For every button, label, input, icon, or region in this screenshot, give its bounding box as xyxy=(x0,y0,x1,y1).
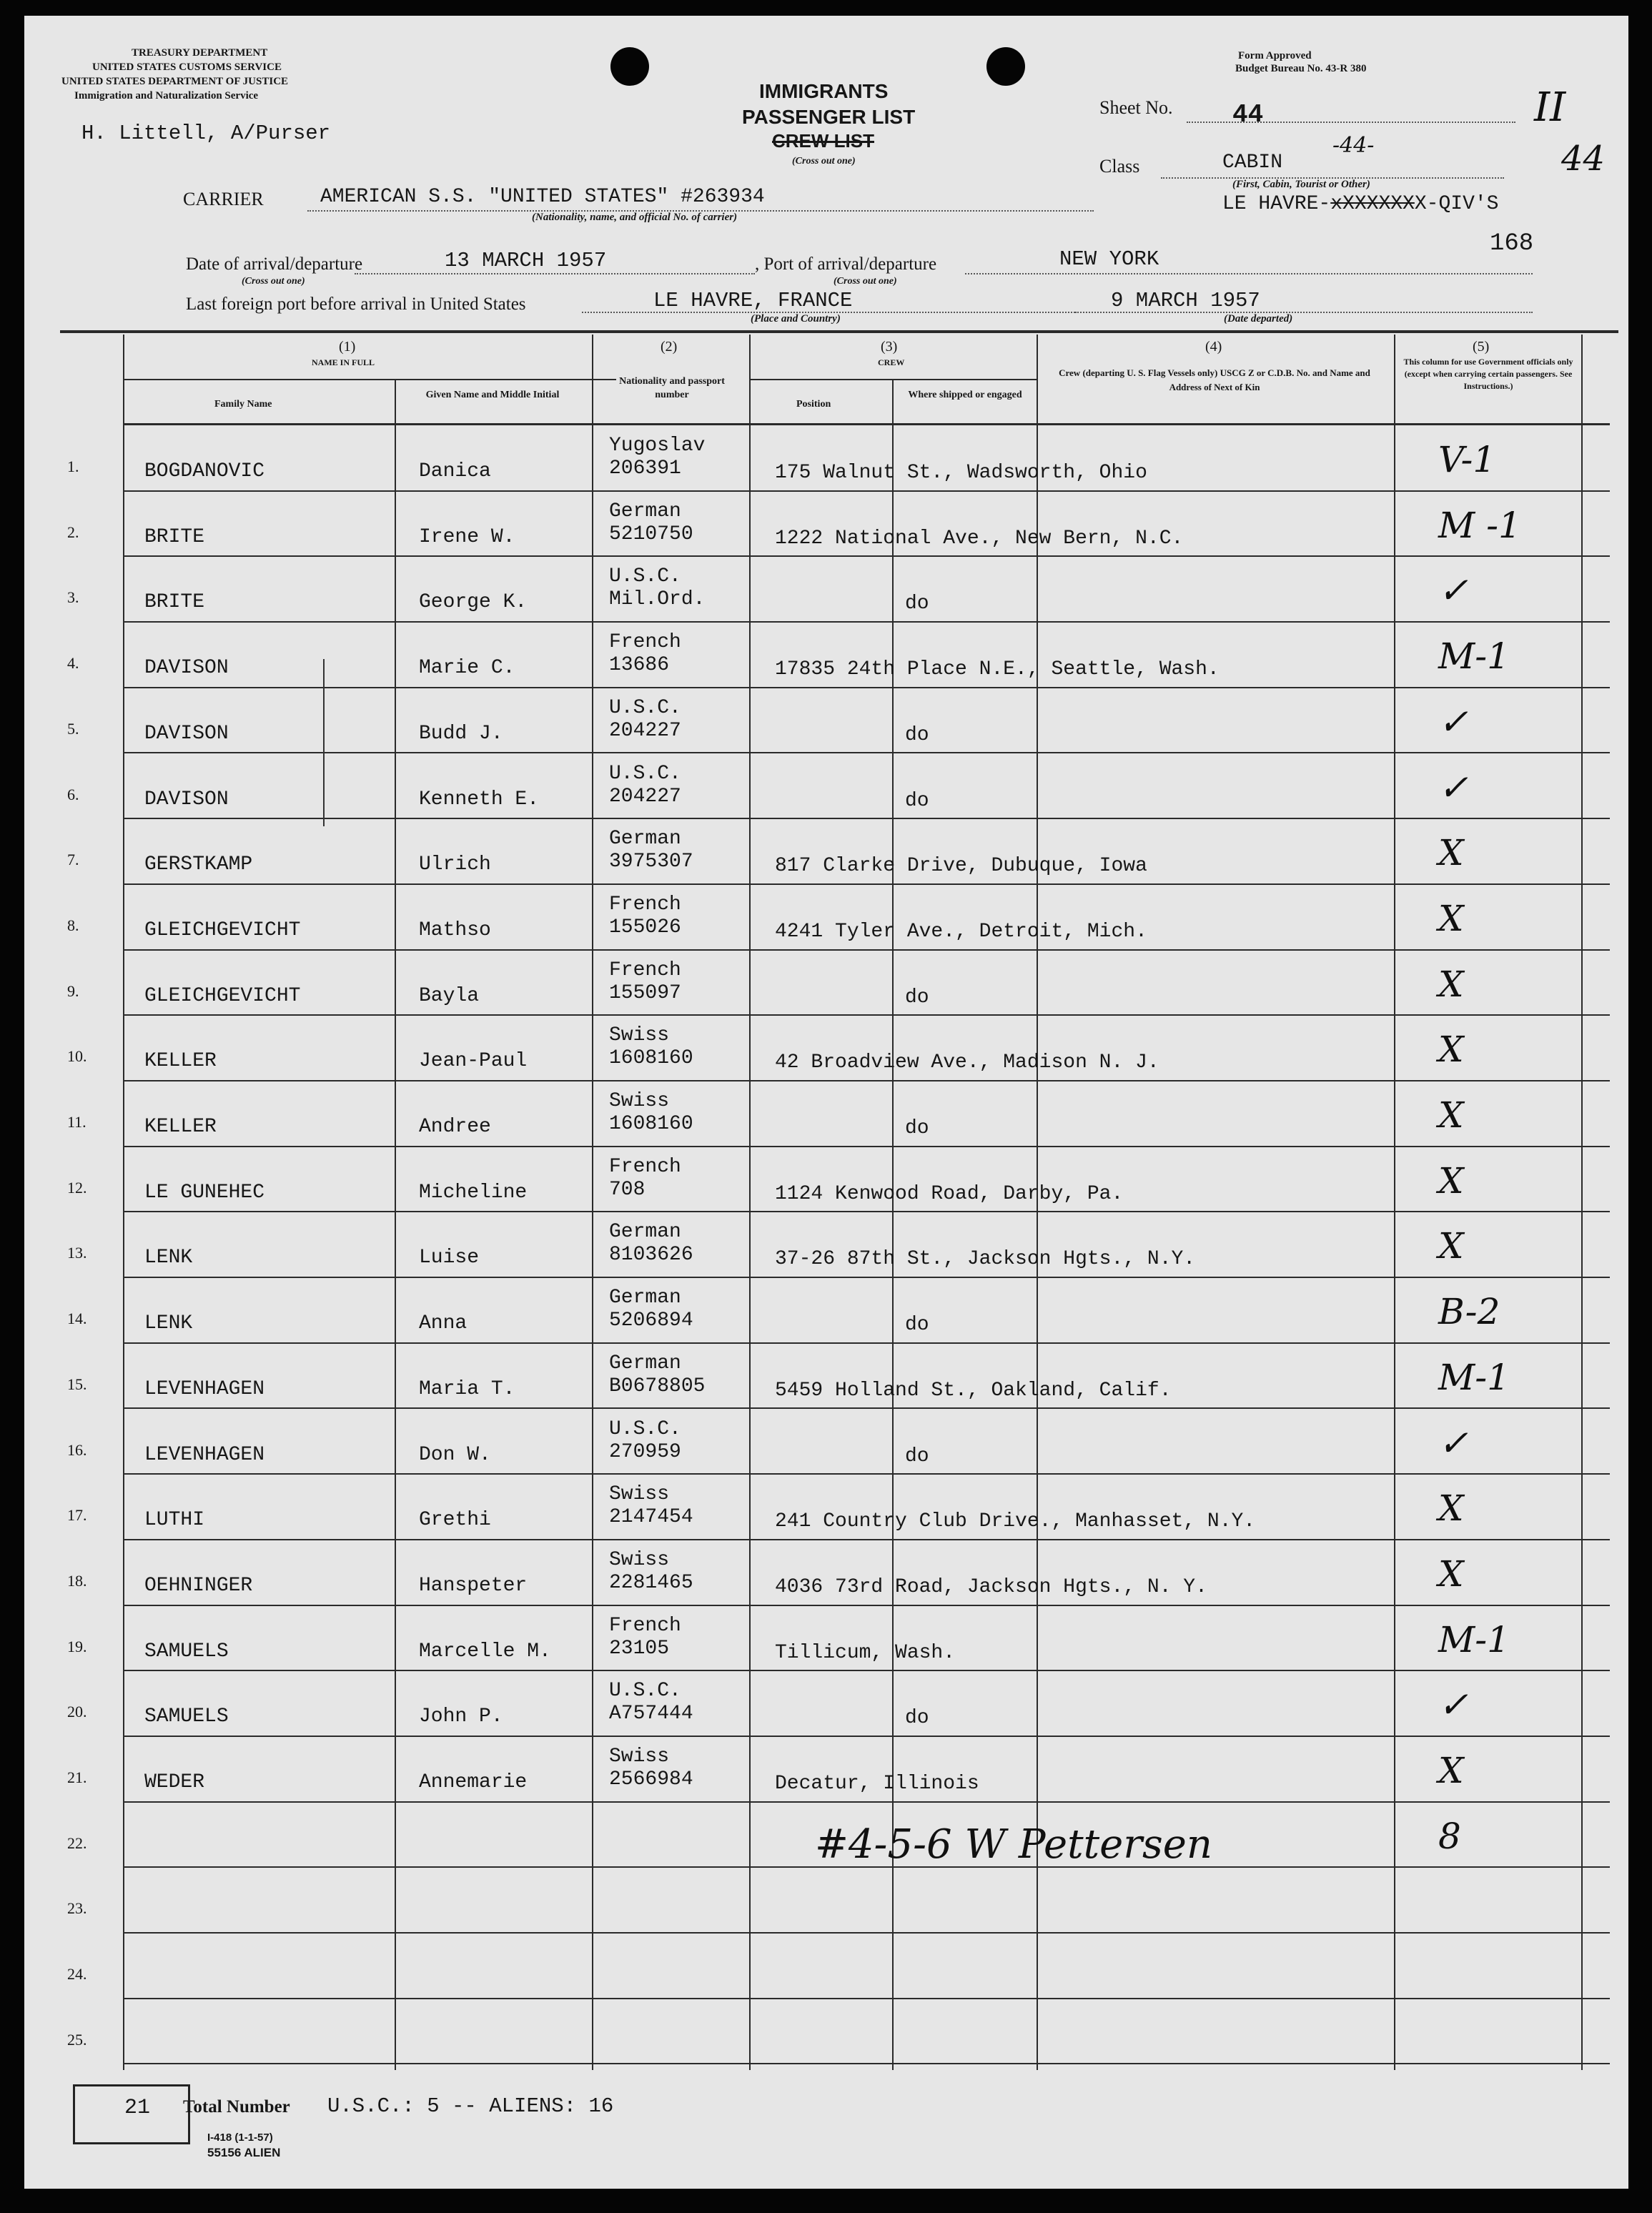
passport-number: 23105 xyxy=(609,1637,670,1660)
official-mark: X xyxy=(1438,1029,1464,1071)
nationality: French xyxy=(609,959,681,981)
next-of-kin-address: do xyxy=(905,723,929,746)
passport-number: 5210750 xyxy=(609,523,693,545)
last-port-label: Last foreign port before arrival in United States xyxy=(186,294,526,314)
nationality: German xyxy=(609,1221,681,1244)
given-name: Jean-Paul xyxy=(419,1050,528,1073)
next-of-kin-address: 1124 Kenwood Road, Darby, Pa. xyxy=(775,1182,1124,1205)
table-row xyxy=(24,688,1628,754)
total-value: U.S.C.: 5 -- ALIENS: 16 xyxy=(327,2094,614,2118)
family-name: LEVENHAGEN xyxy=(144,1377,265,1400)
family-name: DAVISON xyxy=(144,657,229,680)
official-mark: X xyxy=(1438,1225,1464,1267)
next-of-kin-address: do xyxy=(905,1707,929,1730)
table-row xyxy=(24,1278,1628,1344)
given-name: Luise xyxy=(419,1247,480,1269)
family-name: OEHNINGER xyxy=(144,1574,253,1597)
row-number: 20. xyxy=(67,1703,87,1721)
date-arrival-underline xyxy=(355,273,755,274)
next-of-kin-address: 241 Country Club Drive., Manhasset, N.Y. xyxy=(775,1510,1256,1533)
passport-number: 5206894 xyxy=(609,1310,693,1332)
official-mark: ✓ xyxy=(1438,766,1468,808)
col-header-position: Position xyxy=(796,399,831,410)
form-title: PASSENGER LIST xyxy=(742,106,916,128)
official-mark: ✓ xyxy=(1438,700,1468,743)
row-number: 1. xyxy=(67,457,79,475)
next-of-kin-address: do xyxy=(905,1117,929,1139)
date-arrival-value: 13 MARCH 1957 xyxy=(445,249,607,272)
nationality: Swiss xyxy=(609,1090,670,1112)
row-number: 18. xyxy=(67,1571,87,1590)
family-name: LUTHI xyxy=(144,1509,205,1532)
agency-line: TREASURY DEPARTMENT xyxy=(132,47,268,59)
family-name: LE GUNEHEC xyxy=(144,1181,265,1204)
date-departed-value: 9 MARCH 1957 xyxy=(1111,289,1260,312)
passport-number: 3975307 xyxy=(609,851,693,873)
col-header-official-use: This column for use Government officials only (except when carrying certain passengers. See Instructions.) xyxy=(1403,357,1573,391)
passport-number: 2281465 xyxy=(609,1571,693,1594)
passport-number: 270959 xyxy=(609,1440,681,1463)
official-mark: X xyxy=(1438,832,1464,874)
nationality: Yugoslav xyxy=(609,435,706,457)
punch-hole-right xyxy=(986,47,1025,86)
form-title: IMMIGRANTS xyxy=(759,80,889,102)
table-row xyxy=(24,1934,1628,1999)
total-label: Total Number xyxy=(183,2097,290,2117)
col-header-1: (1) xyxy=(339,339,356,355)
given-name: John P. xyxy=(419,1705,503,1728)
next-of-kin-address: do xyxy=(905,593,929,615)
row-number: 3. xyxy=(67,588,79,607)
table-row xyxy=(24,885,1628,951)
corner-mark-number: 44 xyxy=(1561,139,1606,179)
given-name: Marie C. xyxy=(419,657,515,680)
official-mark: ✓ xyxy=(1438,1422,1468,1464)
row-number: 8. xyxy=(67,916,79,934)
table-row xyxy=(24,1540,1628,1606)
row-number: 6. xyxy=(67,785,79,803)
nationality: U.S.C. xyxy=(609,1680,681,1703)
col-header-nationality: Nationality and passport number xyxy=(619,376,725,400)
given-name: Don W. xyxy=(419,1443,491,1466)
table-row xyxy=(24,819,1628,885)
passport-number: 1608160 xyxy=(609,1113,693,1135)
row-number: 5. xyxy=(67,719,79,738)
table-row xyxy=(24,623,1628,688)
nationality: U.S.C. xyxy=(609,1417,681,1440)
cross-out-note: (Cross out one) xyxy=(792,156,856,167)
next-of-kin-address: 37-26 87th St., Jackson Hgts., N.Y. xyxy=(775,1248,1196,1271)
route-prefix: LE HAVRE- xyxy=(1222,193,1331,215)
total-count: 21 xyxy=(124,2096,151,2120)
row-number: 15. xyxy=(67,1375,87,1393)
next-of-kin-address: 42 Broadview Ave., Madison N. J. xyxy=(775,1051,1159,1074)
family-name: WEDER xyxy=(144,1771,205,1793)
official-mark: X xyxy=(1438,897,1464,939)
next-of-kin-address: 1222 National Ave., New Bern, N.C. xyxy=(775,527,1184,550)
form-code-2: 55156 ALIEN xyxy=(207,2146,281,2159)
next-of-kin-address: Tillicum, Wash. xyxy=(775,1641,956,1664)
family-name: KELLER xyxy=(144,1050,217,1073)
last-port-note: (Place and Country) xyxy=(751,313,841,325)
date-departed-underline xyxy=(1075,312,1533,313)
col-header-crew-kin: Crew (departing U. S. Flag Vessels only) USCG Z or C.D.B. No. and Name and Address of Next of Kin xyxy=(1059,367,1370,392)
table-row xyxy=(24,1737,1628,1803)
carrier-value: AMERICAN S.S. "UNITED STATES" #263934 xyxy=(320,186,765,208)
family-name: LEVENHAGEN xyxy=(144,1443,265,1466)
nationality: Swiss xyxy=(609,1483,670,1506)
table-row xyxy=(24,557,1628,623)
next-of-kin-address: 817 Clarke Drive, Dubuque, Iowa xyxy=(775,855,1147,878)
header-bottom-rule xyxy=(123,423,1610,425)
family-name: SAMUELS xyxy=(144,1640,229,1663)
port-underline xyxy=(965,273,1533,274)
row-number: 2. xyxy=(67,523,79,541)
family-name: GERSTKAMP xyxy=(144,853,253,876)
col-header-2: (2) xyxy=(661,339,678,355)
family-name: SAMUELS xyxy=(144,1705,229,1728)
passport-number: 2566984 xyxy=(609,1768,693,1791)
col-header-1-sub: NAME IN FULL xyxy=(312,357,375,367)
class-note: (First, Cabin, Tourist or Other) xyxy=(1232,179,1370,190)
agency-line: UNITED STATES CUSTOMS SERVICE xyxy=(92,61,282,73)
next-of-kin-address: 4036 73rd Road, Jackson Hgts., N. Y. xyxy=(775,1575,1207,1598)
port-value: NEW YORK xyxy=(1059,247,1159,271)
given-name: Budd J. xyxy=(419,722,503,745)
row-number: 17. xyxy=(67,1506,87,1525)
next-of-kin-address: Decatur, Illinois xyxy=(775,1773,979,1795)
nationality: French xyxy=(609,893,681,916)
family-name: DAVISON xyxy=(144,722,229,745)
family-name: GLEICHGEVICHT xyxy=(144,984,301,1007)
next-of-kin-address: do xyxy=(905,1314,929,1337)
official-mark: ✓ xyxy=(1438,1684,1468,1726)
nationality: U.S.C. xyxy=(609,762,681,785)
passport-number: 155097 xyxy=(609,981,681,1004)
nationality: French xyxy=(609,1614,681,1637)
row-number: 19. xyxy=(67,1637,87,1655)
row-number: 13. xyxy=(67,1244,87,1262)
col-header-given: Given Name and Middle Initial xyxy=(425,390,560,400)
given-name: Irene W. xyxy=(419,525,515,548)
row-number: 12. xyxy=(67,1178,87,1197)
route xyxy=(1222,193,1498,215)
nationality: U.S.C. xyxy=(609,696,681,719)
family-name: DAVISON xyxy=(144,788,229,811)
row-number: 7. xyxy=(67,851,79,869)
given-name: Kenneth E. xyxy=(419,788,540,811)
col-header-5: (5) xyxy=(1473,339,1490,355)
table-row xyxy=(24,754,1628,820)
family-name: BRITE xyxy=(144,591,205,614)
form-code: I-418 (1-1-57) xyxy=(207,2132,273,2144)
given-name: Marcelle M. xyxy=(419,1640,551,1663)
given-name: Ulrich xyxy=(419,853,491,876)
agency-line: Immigration and Naturalization Service xyxy=(74,90,259,102)
nationality: U.S.C. xyxy=(609,565,681,588)
punch-hole-left xyxy=(610,47,649,86)
official-mark: X xyxy=(1438,963,1464,1005)
next-of-kin-address: 5459 Holland St., Oakland, Calif. xyxy=(775,1379,1172,1402)
family-name: BOGDANOVIC xyxy=(144,460,265,482)
next-of-kin-address: do xyxy=(905,1445,929,1467)
given-name: Annemarie xyxy=(419,1771,528,1793)
table-row xyxy=(24,426,1628,492)
next-of-kin-address: 4241 Tyler Ave., Detroit, Mich. xyxy=(775,920,1147,943)
form-approved: Form Approved xyxy=(1238,50,1312,61)
header-sub-rule xyxy=(123,379,616,380)
row-number: 25. xyxy=(67,2030,87,2049)
passport-number: 708 xyxy=(609,1178,646,1201)
col-header-where-shipped: Where shipped or engaged xyxy=(908,390,1022,400)
route-number: 168 xyxy=(1490,230,1534,257)
row-rule xyxy=(123,2063,1610,2064)
corner-mark: II xyxy=(1534,84,1566,131)
official-mark: 8 xyxy=(1438,1815,1461,1857)
given-name: Mathso xyxy=(419,919,491,941)
next-of-kin-address: 175 Walnut St., Wadsworth, Ohio xyxy=(775,462,1147,484)
official-mark: B-2 xyxy=(1438,1291,1500,1333)
route-suffix: X-QIV'S xyxy=(1414,193,1499,215)
given-name: Micheline xyxy=(419,1181,528,1204)
table-row xyxy=(24,1671,1628,1737)
passport-number: 2147454 xyxy=(609,1506,693,1529)
official-mark: M-1 xyxy=(1438,1618,1510,1660)
col-header-crew: CREW xyxy=(878,357,905,367)
official-mark: M-1 xyxy=(1438,635,1510,678)
table-row xyxy=(24,1081,1628,1147)
given-name: Grethi xyxy=(419,1509,491,1532)
official-annotation: #4-5-6 W Pettersen xyxy=(815,1821,1212,1868)
table-row xyxy=(24,492,1628,558)
row-number: 21. xyxy=(67,1768,87,1786)
given-name: Anna xyxy=(419,1312,468,1335)
nationality: Swiss xyxy=(609,1746,670,1768)
nationality: French xyxy=(609,1155,681,1178)
table-row xyxy=(24,1999,1628,2065)
nationality: Swiss xyxy=(609,1024,670,1047)
table-row xyxy=(24,1606,1628,1672)
passport-number: B0678805 xyxy=(609,1375,706,1397)
last-port-value: LE HAVRE, FRANCE xyxy=(653,289,853,312)
official-mark: X xyxy=(1438,1750,1464,1791)
carrier-label: CARRIER xyxy=(183,189,264,209)
agency-line: UNITED STATES DEPARTMENT OF JUSTICE xyxy=(61,76,289,87)
row-number: 14. xyxy=(67,1310,87,1328)
nationality: Swiss xyxy=(609,1548,670,1571)
row-number: 4. xyxy=(67,654,79,673)
given-name: Maria T. xyxy=(419,1377,515,1400)
nationality: French xyxy=(609,631,681,654)
family-name: KELLER xyxy=(144,1116,217,1138)
date-arrival-label: Date of arrival/departure xyxy=(186,254,363,274)
official-mark: V-1 xyxy=(1438,439,1496,480)
official-mark: X xyxy=(1438,1094,1464,1136)
port-label: , Port of arrival/departure xyxy=(755,254,937,274)
sheet-label: Sheet No. xyxy=(1099,97,1173,118)
passport-number: 1608160 xyxy=(609,1047,693,1070)
class-label: Class xyxy=(1099,156,1140,177)
table-row xyxy=(24,1016,1628,1081)
official-mark: X xyxy=(1438,1553,1464,1595)
passport-number: 206391 xyxy=(609,457,681,480)
table-row xyxy=(24,951,1628,1016)
given-name: Danica xyxy=(419,460,491,482)
family-name: GLEICHGEVICHT xyxy=(144,919,301,941)
row-number: 10. xyxy=(67,1047,87,1066)
table-row xyxy=(24,1410,1628,1475)
sheet-number: 44 xyxy=(1232,100,1264,129)
table-row xyxy=(24,1868,1628,1934)
sheet-number-handwritten: -44- xyxy=(1332,133,1375,158)
passport-number: Mil.Ord. xyxy=(609,588,706,611)
table-row xyxy=(24,1344,1628,1410)
purser-name: H. Littell, A/Purser xyxy=(81,122,331,145)
row-number: 11. xyxy=(67,1113,86,1131)
next-of-kin-address: do xyxy=(905,986,929,1009)
row-number: 23. xyxy=(67,1899,87,1918)
row-number: 9. xyxy=(67,981,79,1000)
row-number: 16. xyxy=(67,1440,87,1459)
passport-number: 204227 xyxy=(609,785,681,808)
official-mark: M-1 xyxy=(1438,1356,1510,1398)
row-number: 24. xyxy=(67,1965,87,1984)
official-mark: ✓ xyxy=(1438,570,1468,612)
table-row xyxy=(24,1147,1628,1213)
official-mark: X xyxy=(1438,1159,1464,1202)
passport-number: 155026 xyxy=(609,916,681,939)
col-header-4: (4) xyxy=(1205,339,1222,355)
route-struck: xXXXXXX xyxy=(1330,193,1415,215)
family-name: LENK xyxy=(144,1247,193,1269)
nationality: German xyxy=(609,1287,681,1310)
date-departed-note: (Date departed) xyxy=(1224,313,1293,325)
col-header-family: Family Name xyxy=(214,399,272,410)
form-title-struck: CREW LIST xyxy=(772,130,874,152)
next-of-kin-address: do xyxy=(905,789,929,812)
given-name: Andree xyxy=(419,1116,491,1138)
passport-number: A757444 xyxy=(609,1703,693,1726)
given-name: Hanspeter xyxy=(419,1574,528,1597)
passport-number: 204227 xyxy=(609,719,681,742)
budget-bureau: Budget Bureau No. 43-R 380 xyxy=(1235,63,1367,74)
manifest-sheet xyxy=(24,16,1628,2189)
family-name: LENK xyxy=(144,1312,193,1335)
table-row xyxy=(24,1212,1628,1278)
table-row xyxy=(24,1475,1628,1540)
family-name: BRITE xyxy=(144,525,205,548)
next-of-kin-address: 17835 24th Place N.E., Seattle, Wash. xyxy=(775,658,1220,681)
passport-number: 13686 xyxy=(609,654,670,677)
given-name: George K. xyxy=(419,591,528,614)
cross-out-note: (Cross out one) xyxy=(834,276,897,287)
official-mark: M -1 xyxy=(1438,504,1521,546)
given-name: Bayla xyxy=(419,984,480,1007)
nationality: German xyxy=(609,1352,681,1375)
class-value: CABIN xyxy=(1222,152,1283,174)
table-top-rule xyxy=(60,330,1618,333)
col-header-3: (3) xyxy=(881,339,898,355)
row-number: 22. xyxy=(67,1833,87,1852)
family-bracket xyxy=(323,659,325,826)
cross-out-note: (Cross out one) xyxy=(242,276,305,287)
nationality: German xyxy=(609,500,681,523)
official-mark: X xyxy=(1438,1487,1464,1530)
passport-number: 8103626 xyxy=(609,1244,693,1267)
carrier-note: (Nationality, name, and official No. of carrier) xyxy=(532,212,738,223)
nationality: German xyxy=(609,828,681,851)
